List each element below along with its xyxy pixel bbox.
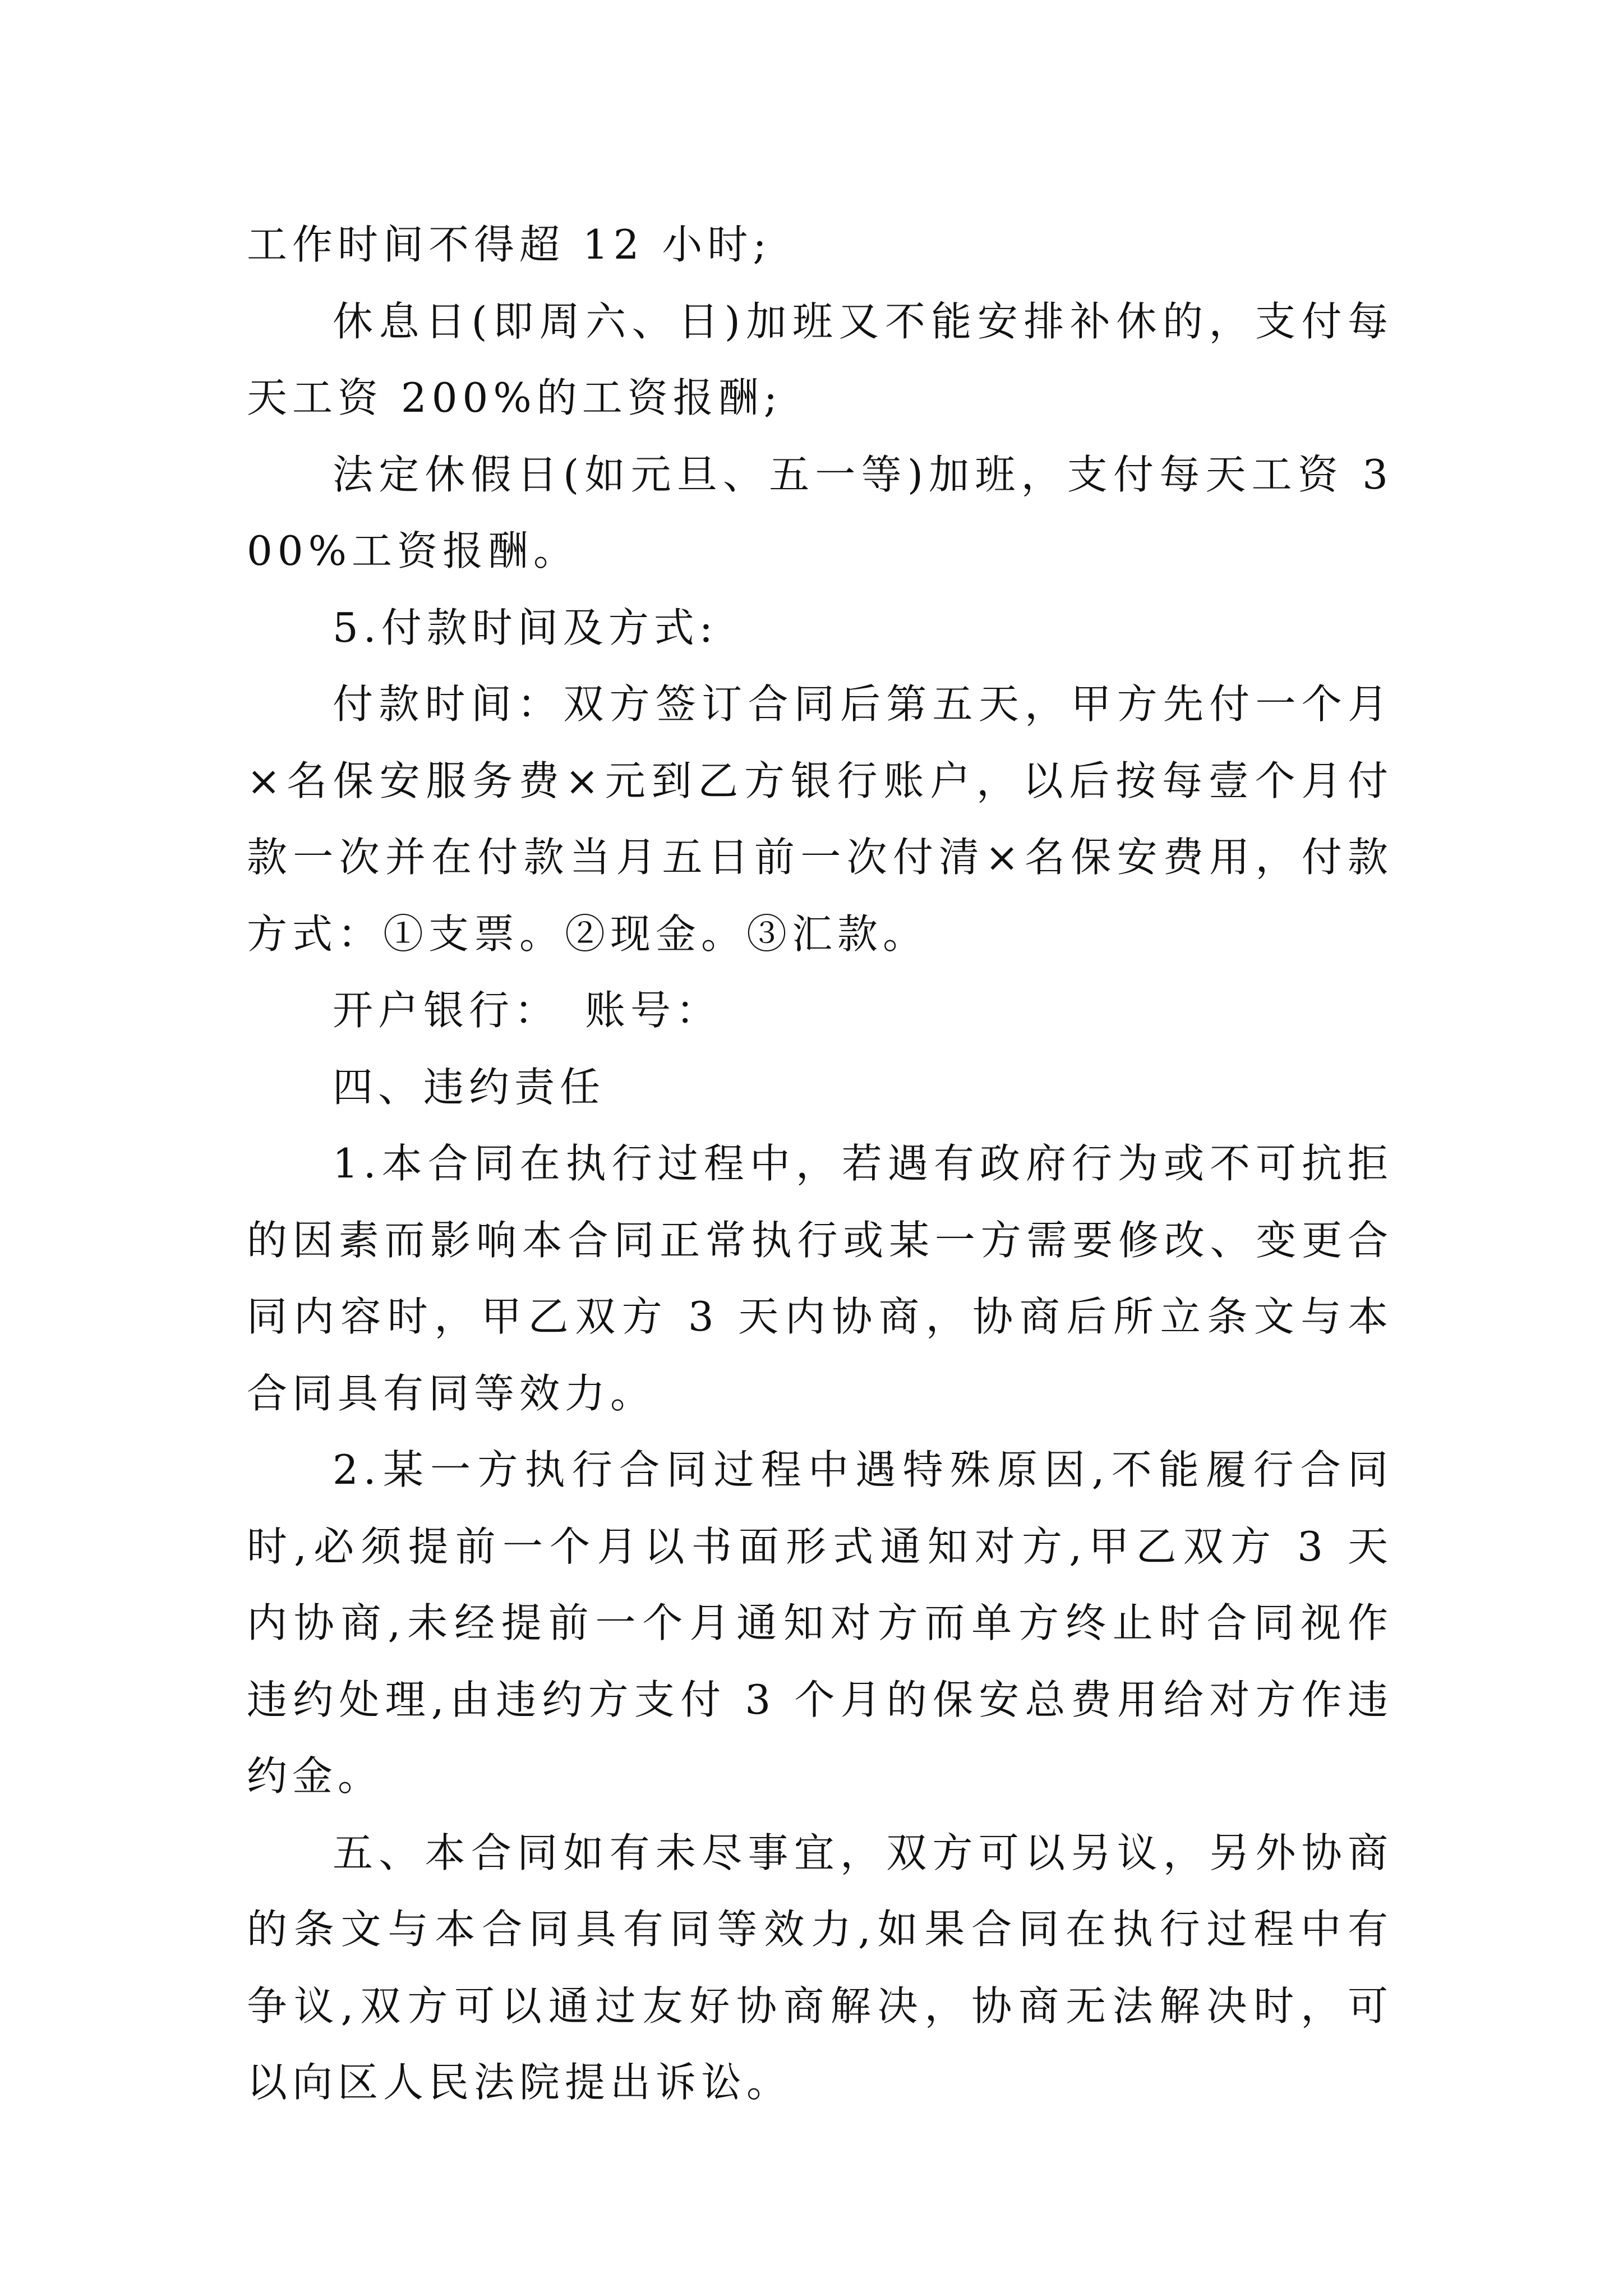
section-heading-breach: 四、违约责任	[333, 1063, 606, 1111]
paragraph-holiday-overtime: 法定休假日(如元旦、五一等)加班，支付每天工资 300%工资报酬。	[247, 450, 1393, 574]
paragraph-payment-terms: 付款时间：双方签订合同后第五天，甲方先付一个月×名保安服务费×元到乙方银行账户，以后按每壹个月付款一次并在付款当月五日前一次付清×名保安费用，付款方式：①支票。②现金。③汇款。	[247, 680, 1393, 958]
paragraph-breach-clause-2: 2.某一方执行合同过程中遇特殊原因,不能履行合同时,必须提前一个月以书面形式通知对方,甲乙双方 3 天内协商,未经提前一个月通知对方而单方终止时合同视作违约处理,由违约方支付 3 个月的保安总费用给对方作违约金。	[247, 1446, 1393, 1800]
paragraph-breach-clause-1: 1.本合同在执行过程中，若遇有政府行为或不可抗拒的因素而影响本合同正常执行或某一方需要修改、变更合同内容时，甲乙双方 3 天内协商，协商后所立条文与本合同具有同等效力。	[247, 1140, 1393, 1417]
paragraph-payment-heading: 5.付款时间及方式:	[333, 604, 718, 651]
paragraph-bank-account: 开户银行： 账号：	[333, 987, 722, 1034]
paragraph-rest-day-overtime: 休息日(即周六、日)加班又不能安排补休的，支付每天工资 200%的工资报酬;	[247, 297, 1393, 421]
paragraph-other-matters: 五、本合同如有未尽事宜，双方可以另议，另外协商的条文与本合同具有同等效力,如果合同在执行过程中有争议,双方可以通过友好协商解决，协商无法解决时，可以向区人民法院提出诉讼。	[247, 1829, 1393, 2106]
paragraph-working-hours: 工作时间不得超 12 小时;	[247, 221, 772, 268]
document-body	[247, 206, 1393, 2121]
